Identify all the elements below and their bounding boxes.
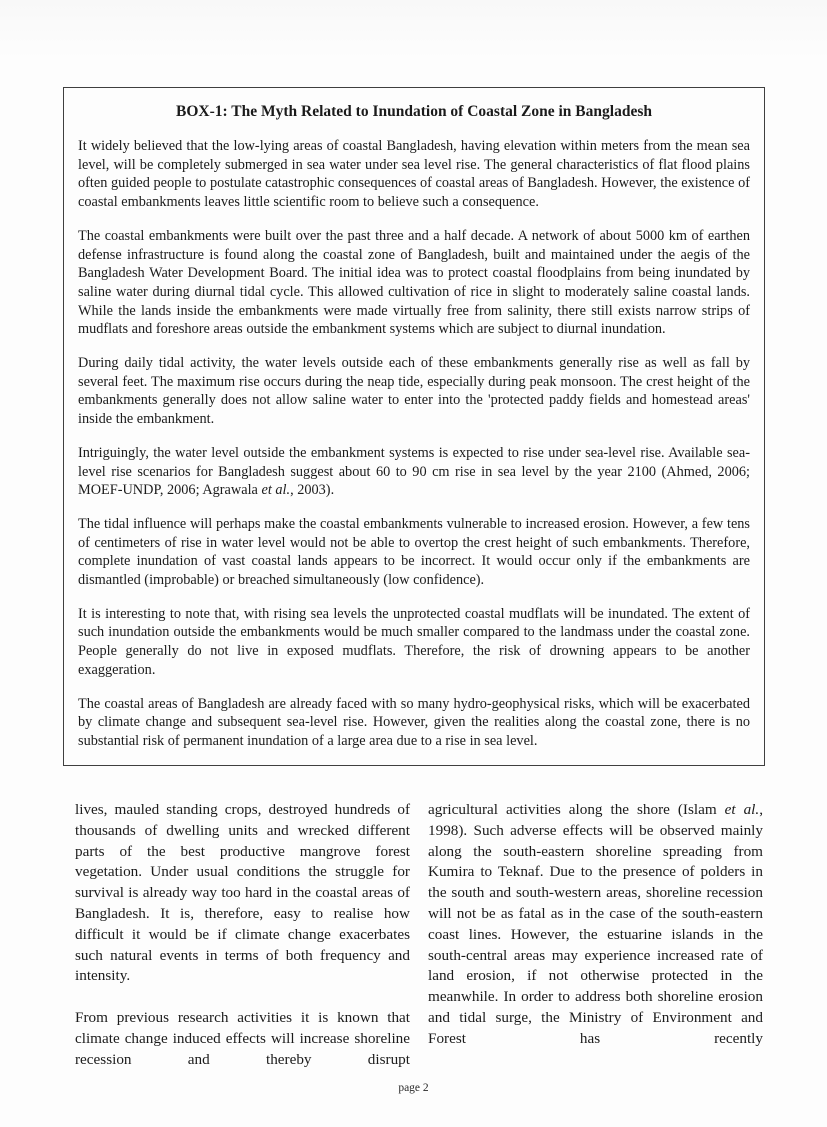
body-paragraph: lives, mauled standing crops, destroyed hundreds of thousands of dwelling units and wrecked different parts of the best productive mangrove forest vegetation. Under usual conditions the struggle for survival is already way too hard in the coastal areas of Bangladesh. It is, therefore, easy to realise how difficult it would be if climate change exacerbates such natural events in terms of both frequency and intensity. (75, 801, 410, 985)
box-title: BOX-1: The Myth Related to Inundation of Coastal Zone in Bangladesh (176, 103, 652, 120)
scan-artifact (0, 0, 827, 70)
box-paragraph: The coastal embankments were built over the past three and a half decade. A network of about 5000 km of earthen defense infrastructure is found along the coastal zone of Bangladesh, built and maintained under the aegis of the Bangladesh Water Development Board. The initial idea was to protect coastal floodplains from being inundated by saline water during diurnal tidal cycle. This allowed cultivation of rice in slight to moderately saline coastal lands. While the lands inside the embankments were made virtually free from salinity, there still exists narrow strips of mudflats and foreshore areas outside the embankment systems which are subject to diurnal inundation. (78, 227, 750, 338)
body-columns (75, 800, 763, 1071)
box-paragraph: The tidal influence will perhaps make the coastal embankments vulnerable to increased erosion. However, a few tens of centimeters of rise in water level would not be able to overtop the crest height of such embankments. Therefore, complete inundation of vast coastal lands appears to be incorrect. It would occur only if the embankments are dismantled (improbable) or breached simultaneously (low confidence). (78, 515, 750, 589)
box-paragraph: It is interesting to note that, with rising sea levels the unprotected coastal mudflats will be inundated. The extent of such inundation outside the embankments would be much smaller compared to the landmass under the coastal zone. People generally do not live in exposed mudflats. Therefore, the risk of drowning appears to be another exaggeration. (78, 605, 750, 678)
body-paragraph: From previous research activities it is known that climate change induced effects will increase shoreline recession and thereby disrupt (75, 1009, 410, 1068)
column-right (428, 800, 763, 1071)
column-left (75, 800, 410, 1071)
box-paragraph: The coastal areas of Bangladesh are already faced with so many hydro-geophysical risks, which will be exacerbated by climate change and subsequent sea-level rise. However, given the realities along the coastal zone, there is no substantial risk of permanent inundation of a large area due to a rise in sea level. (78, 695, 750, 749)
box-paragraph: During daily tidal activity, the water levels outside each of these embankments generally rise as well as fall by several feet. The maximum rise occurs during the neap tide, especially during peak monsoon. The crest height of the embankments generally does not allow saline water to enter into the 'protected paddy fields and homestead areas' inside the embankment. (78, 355, 750, 428)
box-paragraph: It widely believed that the low-lying areas of coastal Bangladesh, having elevation within meters from the mean sea level, will be completely submerged in sea water under sea level rise. The general characteristics of flat flood plains often guided people to postulate catastrophic consequences of coastal areas of Bangladesh. However, the existence of coastal embankments leaves little scientific room to believe such a consequence. (78, 138, 750, 211)
box-1-callout (63, 87, 765, 766)
box-paragraph: Intriguingly, the water level outside the embankment systems is expected to rise under sea-level rise. Available sea-level rise scenarios for Bangladesh suggest about 60 to 90 cm rise in sea level by the year 2100 (Ahmed, 2006; MOEF-UNDP, 2006; Agrawala et al., 2003). (78, 444, 750, 499)
body-paragraph: agricultural activities along the shore (Islam et al., 1998). Such adverse effects will be observed mainly along the south-eastern shoreline spreading from Kumira to Teknaf. Due to the presence of polders in the south and south-western areas, shoreline recession will not be as fatal as in the case of the south-eastern coast lines. However, the estuarine islands in the south-central areas may experience increased rate of land erosion, if not otherwise protected in the meanwhile. In order to address both shoreline erosion and tidal surge, the Ministry of Environment and Forest has recently (428, 801, 763, 1047)
page-number: page 2 (398, 1082, 429, 1094)
